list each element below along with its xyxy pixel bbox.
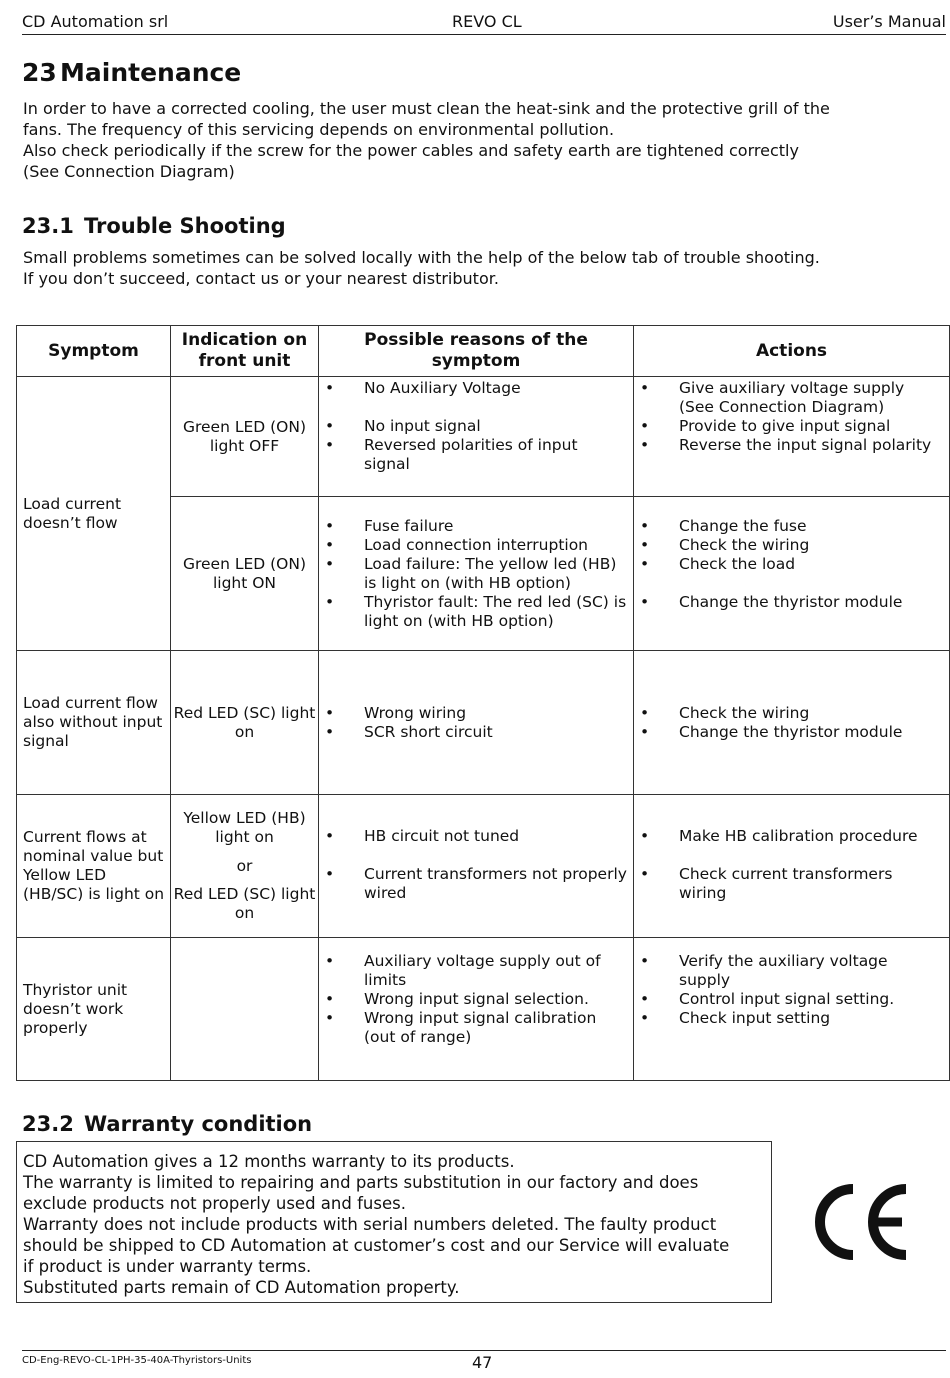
indication-cell: Green LED (ON) light OFF	[171, 377, 319, 497]
symptom-cell: Thyristor unit doesn’t work properly	[17, 938, 171, 1081]
table-row	[17, 938, 950, 1081]
indication-text: Yellow LED (HB) light on	[183, 809, 306, 846]
action-item: • Verify the auxiliary voltage supply	[634, 952, 949, 990]
actions-cell	[634, 938, 950, 1081]
actions-cell	[634, 377, 950, 497]
action-item-continued: (See Connection Diagram)	[679, 398, 885, 416]
action-item: • Check the wiring	[634, 536, 949, 555]
action-item: • Give auxiliary voltage supply	[634, 379, 949, 398]
spacer	[319, 846, 633, 865]
indication-cell: Green LED (ON) light ON	[171, 497, 319, 651]
header-company: CD Automation srl	[22, 12, 169, 31]
reasons-cell	[319, 651, 634, 795]
action-item: • Provide to give input signal	[634, 417, 949, 436]
action-item: • Make HB calibration procedure	[634, 827, 949, 846]
reasons-cell	[319, 795, 634, 938]
trouble-title-text: Trouble Shooting	[84, 214, 286, 238]
indication-cell: Red LED (SC) light on	[171, 651, 319, 795]
indication-text: Red LED (SC) light on	[173, 885, 316, 922]
table-row	[17, 795, 950, 938]
table-row	[17, 651, 950, 795]
ce-mark-icon	[812, 1183, 912, 1261]
warranty-line: Warranty does not include products with serial numbers deleted. The faulty product	[23, 1215, 717, 1234]
symptom-cell: Current flows at nominal value but Yellow LED (HB/SC) is light on	[17, 795, 171, 938]
trouble-line: If you don’t succeed, contact us or your nearest distributor.	[23, 269, 499, 288]
reason-item: • HB circuit not tuned	[319, 827, 633, 846]
maintenance-line: (See Connection Diagram)	[23, 162, 235, 181]
page-header	[22, 12, 946, 35]
reasons-cell	[319, 938, 634, 1081]
reason-item: • Load failure: The yellow led (HB) is light on (with HB option)	[319, 555, 633, 593]
section-number: 23	[22, 58, 57, 87]
trouble-shooting-table	[16, 325, 950, 1081]
indication-cell	[171, 938, 319, 1081]
header-symptom: Symptom	[17, 326, 171, 377]
action-item: • Reverse the input signal polarity	[634, 436, 949, 455]
actions-cell	[634, 497, 950, 651]
maintenance-line: fans. The frequency of this servicing depends on environmental pollution.	[23, 120, 615, 139]
reason-item: • No input signal	[319, 417, 633, 436]
page-number: 47	[472, 1353, 493, 1372]
spacer	[634, 846, 949, 865]
trouble-number: 23.1	[22, 214, 74, 238]
reason-item: • Wrong input signal calibration (out of range)	[319, 1009, 633, 1047]
spacer	[634, 574, 949, 593]
actions-cell	[634, 795, 950, 938]
reason-item: • No Auxiliary Voltage	[319, 379, 633, 398]
warranty-line: The warranty is limited to repairing and parts substitution in our factory and does	[23, 1173, 699, 1192]
maintenance-paragraph	[23, 98, 830, 182]
trouble-shooting-title	[22, 214, 286, 238]
reason-item: • Wrong wiring	[319, 704, 633, 723]
action-item: • Check the load	[634, 555, 949, 574]
warranty-line: Substituted parts remain of CD Automation property.	[23, 1278, 460, 1297]
reason-item: • Wrong input signal selection.	[319, 990, 633, 1009]
table-header-row	[17, 326, 950, 377]
reason-item: • Current transformers not properly wired	[319, 865, 633, 903]
warranty-line: CD Automation gives a 12 months warranty to its products.	[23, 1152, 515, 1171]
reason-item: • Auxiliary voltage supply out of limits	[319, 952, 633, 990]
spacer	[319, 398, 633, 417]
warranty-title	[22, 1112, 312, 1136]
action-item: • Control input signal setting.	[634, 990, 949, 1009]
action-item: • Change the thyristor module	[634, 723, 949, 742]
symptom-cell: Load current doesn’t flow	[17, 377, 171, 651]
table-row	[17, 377, 950, 497]
reasons-cell	[319, 377, 634, 497]
header-actions: Actions	[634, 326, 950, 377]
indication-or: or	[236, 857, 253, 875]
action-item: • Change the thyristor module	[634, 593, 949, 612]
section-title	[22, 58, 241, 87]
header-reasons: Possible reasons of the symptom	[319, 326, 634, 377]
header-product: REVO CL	[452, 12, 522, 31]
maintenance-line: In order to have a corrected cooling, the user must clean the heat-sink and the protective grill of the	[23, 99, 830, 118]
trouble-line: Small problems sometimes can be solved locally with the help of the below tab of trouble shooting.	[23, 248, 820, 267]
warranty-title-text: Warranty condition	[84, 1112, 313, 1136]
maintenance-line: Also check periodically if the screw for the power cables and safety earth are tightened correctly	[23, 141, 799, 160]
actions-cell	[634, 651, 950, 795]
indication-cell	[171, 795, 319, 938]
footer-doc-code: CD-Eng-REVO-CL-1PH-35-40A-Thyristors-Units	[22, 1355, 252, 1366]
reason-item: • Thyristor fault: The red led (SC) is light on (with HB option)	[319, 593, 633, 631]
symptom-cell: Load current flow also without input signal	[17, 651, 171, 795]
action-item: • Check input setting	[634, 1009, 949, 1028]
warranty-line: should be shipped to CD Automation at customer’s cost and our Service will evaluate	[23, 1236, 730, 1255]
warranty-box	[16, 1141, 772, 1303]
action-item: • Check current transformers wiring	[634, 865, 949, 903]
trouble-paragraph	[23, 247, 820, 289]
reason-item: • Reversed polarities of input signal	[319, 436, 633, 474]
section-title-text: Maintenance	[60, 58, 242, 87]
reason-item: • SCR short circuit	[319, 723, 633, 742]
action-item: • Check the wiring	[634, 704, 949, 723]
warranty-line: if product is under warranty terms.	[23, 1257, 312, 1276]
header-doc-type: User’s Manual	[832, 12, 946, 31]
page-footer	[22, 1350, 946, 1372]
reason-item: • Fuse failure	[319, 517, 633, 536]
reason-item: • Load connection interruption	[319, 536, 633, 555]
warranty-number: 23.2	[22, 1112, 74, 1136]
warranty-line: exclude products not properly used and fuses.	[23, 1194, 406, 1213]
header-indication: Indication on front unit	[171, 326, 319, 377]
action-item: • Change the fuse	[634, 517, 949, 536]
reasons-cell	[319, 497, 634, 651]
